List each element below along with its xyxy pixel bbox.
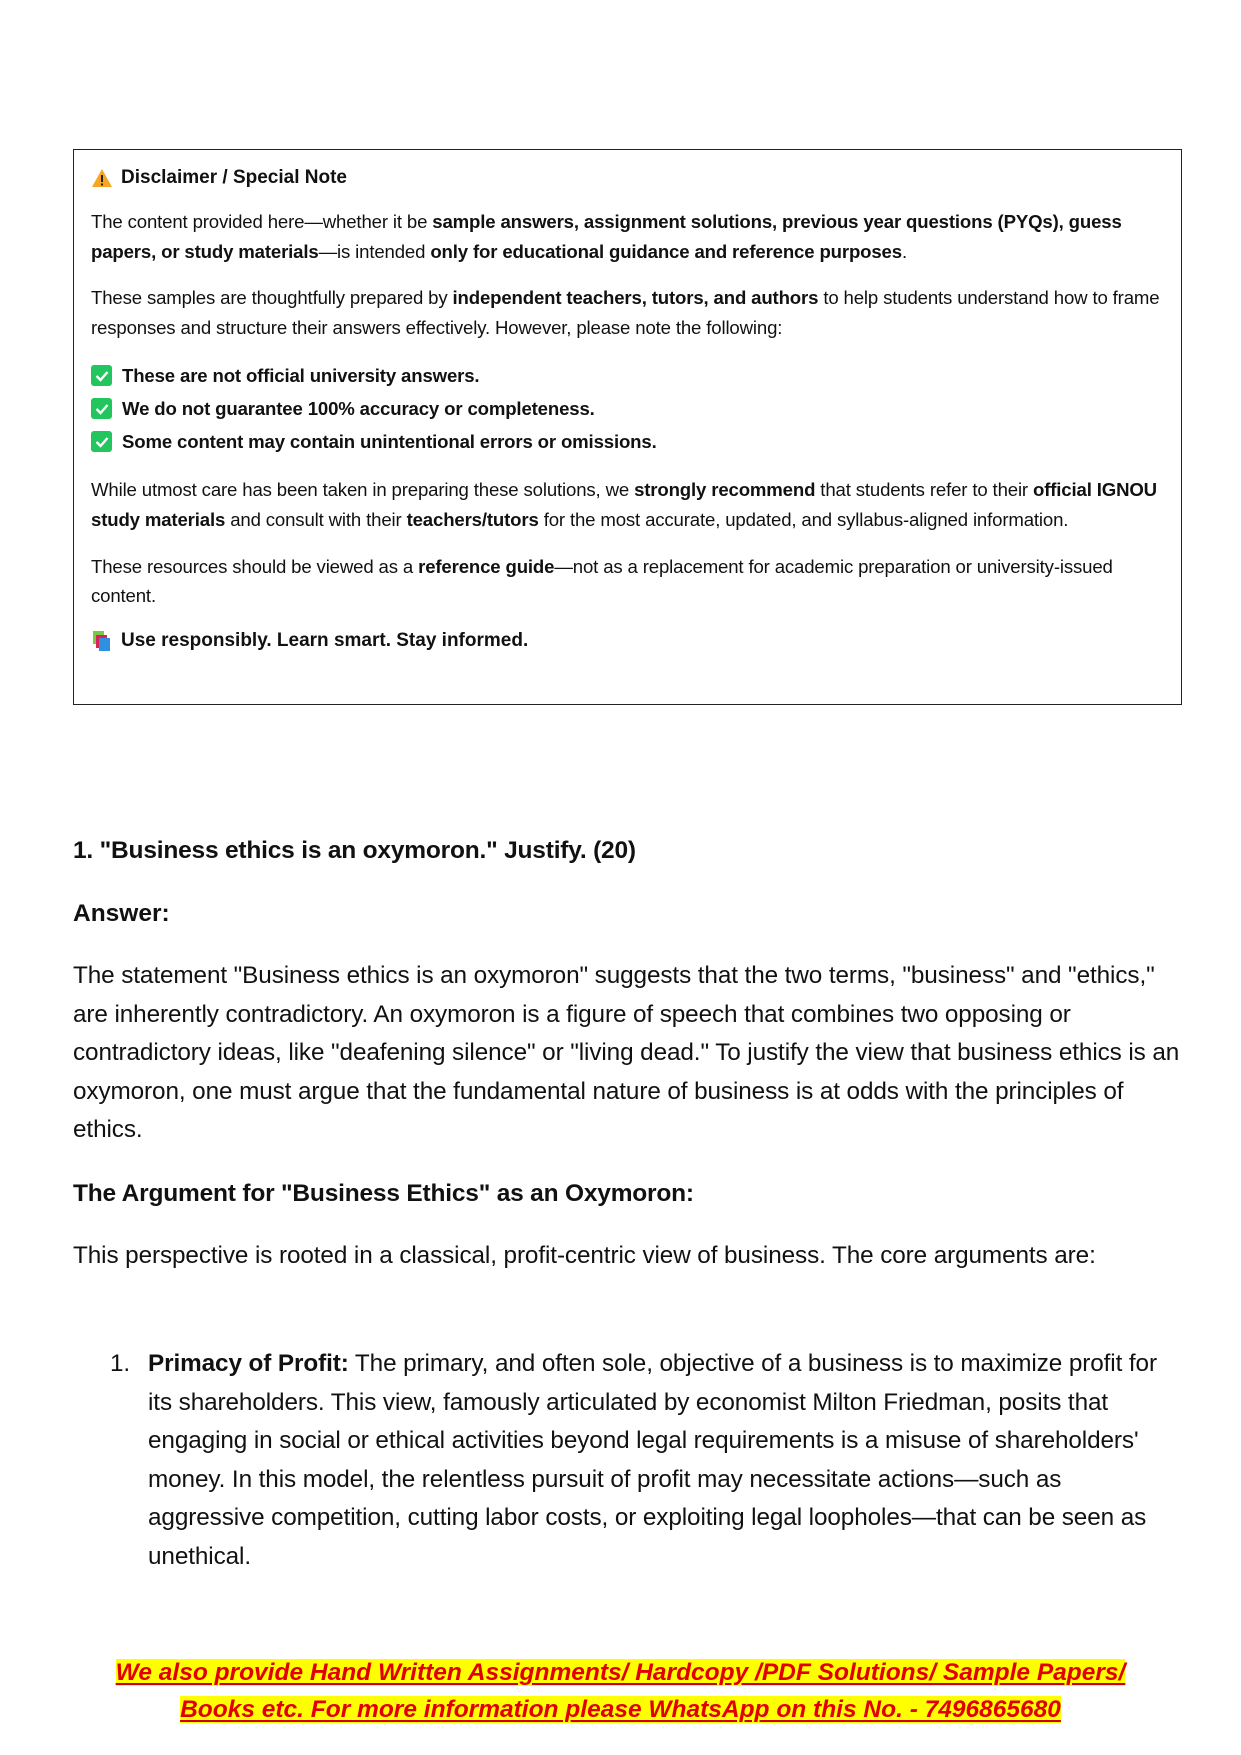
disclaimer-paragraph-3 xyxy=(91,475,1163,534)
list-item xyxy=(73,1345,1183,1576)
list-item-text: The primary, and often sole, objective of a business is to maximize profit for its shareholders. This view, famously articulated by economist Milton Friedman, posits that engaging in social or ethical activities beyond legal requirements is a misuse of shareholders' money. In this model, the relentless pursuit of profit may necessitate actions—such as aggressive competition, cutting labor costs, or exploiting legal loopholes—that can be seen as unethical. xyxy=(148,1350,1157,1570)
disclaimer-paragraph-1 xyxy=(91,207,1163,266)
list-marker: 1. xyxy=(110,1350,131,1377)
promo-line-1 xyxy=(0,1654,1241,1691)
checklist-item xyxy=(91,392,1163,425)
bold-text: reference guide xyxy=(418,555,555,577)
section-heading: The Argument for "Business Ethics" as an Oxymoron: xyxy=(73,1180,694,1207)
text: These resources should be viewed as a xyxy=(91,555,419,577)
answer-intro-paragraph: The statement "Business ethics is an oxymoron" suggests that the two terms, "business" and "ethics," are inherently contradictory. An oxymoron is a figure of speech that combines two opposing or contradictory ideas, like "deafening silence" or "living dead." To justify the view that business ethics is an oxymoron, one must argue that the fundamental nature of business is at odds with the principles of ethics. xyxy=(73,962,1180,1143)
disclaimer-footer xyxy=(91,626,1163,656)
disclaimer-paragraph-4 xyxy=(91,552,1163,611)
disclaimer-box xyxy=(73,149,1182,705)
text: to help students understand how to frame responses and structure their answers effectively. However, please note the following: xyxy=(91,287,1160,338)
warning-icon xyxy=(91,168,113,188)
disclaimer-footer-text: Use responsibly. Learn smart. Stay informed. xyxy=(121,629,529,651)
answer-label: Answer: xyxy=(73,900,170,927)
arguments-list xyxy=(73,1345,1183,1576)
checklist-item-text: We do not guarantee 100% accuracy or completeness. xyxy=(122,398,595,420)
text: While utmost care has been taken in preparing these solutions, we xyxy=(91,479,635,501)
checklist-item-text: Some content may contain unintentional errors or omissions. xyxy=(122,431,657,453)
text: that students refer to their xyxy=(815,479,1033,501)
bold-text: teachers/tutors xyxy=(406,508,539,530)
disclaimer-paragraph-2 xyxy=(91,283,1163,342)
text: . xyxy=(901,240,907,262)
text: for the most accurate, updated, and syllabus-aligned information. xyxy=(538,508,1069,530)
section-intro-paragraph: This perspective is rooted in a classical, profit-centric view of business. The core arguments are: xyxy=(73,1242,1096,1269)
bold-text: only for educational guidance and reference purposes xyxy=(430,240,902,262)
checklist-item-text: These are not official university answers. xyxy=(122,365,480,387)
promo-banner xyxy=(0,1654,1241,1728)
check-box-icon xyxy=(91,365,112,386)
bold-text: independent teachers, tutors, and authors xyxy=(452,287,819,309)
text: These samples are thoughtfully prepared by xyxy=(91,287,453,309)
promo-text: Books etc. For more information please WhatsApp on this No. - 7496865680 xyxy=(180,1696,1061,1723)
text: The content provided here—whether it be xyxy=(91,211,433,232)
checklist-item xyxy=(91,425,1163,458)
promo-line-2 xyxy=(0,1691,1241,1728)
text: —is intended xyxy=(318,240,431,262)
check-box-icon xyxy=(91,398,112,419)
disclaimer-checklist xyxy=(91,359,1163,458)
question-heading: 1. "Business ethics is an oxymoron." Justify. (20) xyxy=(73,837,636,864)
text: —not as a replacement for academic preparation or university-issued content. xyxy=(91,555,1113,607)
books-icon xyxy=(91,630,113,652)
bold-text: sample answers, assignment solutions, previous year questions (PYQs), guess papers, or study materials xyxy=(91,211,1122,262)
check-box-icon xyxy=(91,431,112,452)
disclaimer-title xyxy=(91,164,1163,192)
promo-text: We also provide Hand Written Assignments/ Hardcopy /PDF Solutions/ Sample Papers/ xyxy=(115,1659,1126,1686)
bold-text: strongly recommend xyxy=(634,479,816,501)
checklist-item xyxy=(91,359,1163,392)
disclaimer-title-text: Disclaimer / Special Note xyxy=(121,167,347,188)
bold-text: official IGNOU study materials xyxy=(91,479,1157,530)
list-item-title: Primacy of Profit: xyxy=(148,1350,349,1377)
text: and consult with their xyxy=(225,508,407,530)
